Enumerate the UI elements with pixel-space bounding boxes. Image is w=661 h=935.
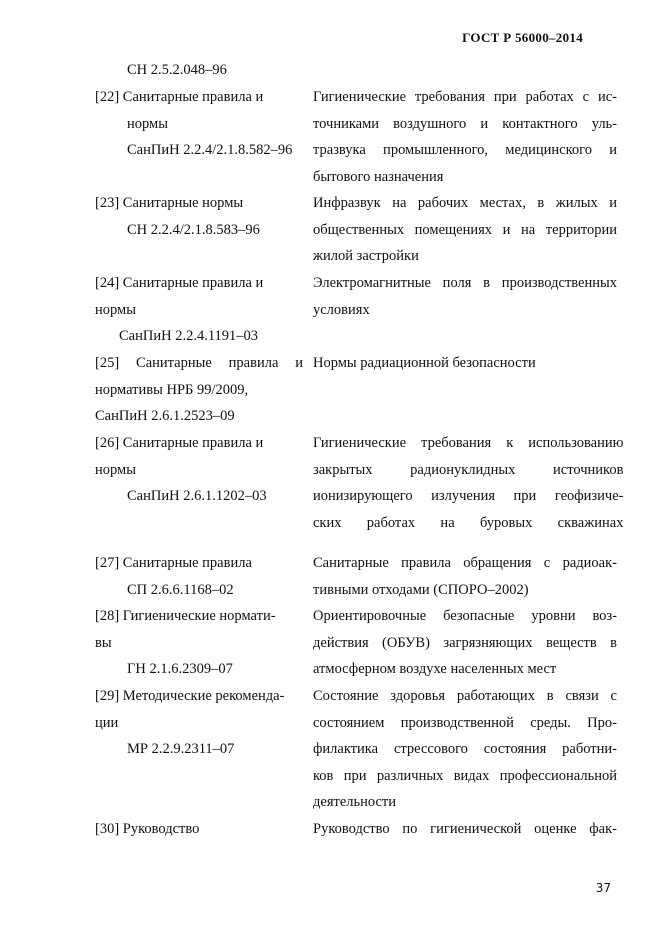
reference-title-line: условиях bbox=[313, 301, 370, 318]
reference-title-line: тивными отходами (СПОРО–2002) bbox=[313, 581, 529, 598]
reference-list-content bbox=[95, 57, 624, 843]
reference-title bbox=[313, 430, 623, 550]
reference-title bbox=[313, 603, 617, 683]
page-number: 37 bbox=[595, 881, 611, 895]
reference-source bbox=[95, 270, 303, 350]
reference-title-line: Ориентировочные безопасные уровни воз- bbox=[313, 608, 617, 624]
reference-source-line: [27] Санитарные правила bbox=[95, 555, 252, 571]
reference-title bbox=[313, 550, 617, 603]
reference-entry-24 bbox=[95, 270, 617, 350]
reference-title bbox=[313, 683, 617, 816]
reference-source-line: [30] Руководство bbox=[95, 821, 200, 837]
reference-title-line: состоянием производственной среды. Про- bbox=[313, 714, 617, 731]
reference-source bbox=[95, 190, 303, 270]
reference-source-line: [29] Методические рекоменда- bbox=[95, 688, 285, 704]
reference-title-line: Санитарные правила обращения с радиоак- bbox=[313, 555, 617, 571]
reference-source bbox=[95, 683, 303, 816]
reference-title bbox=[313, 84, 617, 190]
reference-code: СанПиН 2.6.1.2523–09 bbox=[95, 408, 235, 424]
reference-code: ГН 2.1.6.2309–07 bbox=[127, 661, 233, 677]
reference-source-line: [25] Санитарные правила и bbox=[95, 355, 303, 371]
reference-title-line: действия (ОБУВ) загрязняющих веществ в bbox=[313, 634, 617, 651]
reference-source bbox=[95, 350, 303, 430]
reference-title bbox=[313, 270, 617, 350]
reference-title-line: Гигиенические требования к использованию bbox=[313, 435, 624, 451]
reference-title-line: ков при различных видах профессиональной bbox=[313, 767, 617, 784]
reference-source-line: [24] Санитарные правила и bbox=[95, 275, 264, 291]
reference-title-line: закрытых радионуклидных источников bbox=[313, 461, 624, 478]
reference-title-line: Руководство по гигиенической оценке фак- bbox=[313, 821, 617, 837]
reference-entry-28 bbox=[95, 603, 617, 683]
reference-source-line: вы bbox=[95, 634, 112, 651]
continued-reference-code: СН 2.5.2.048–96 bbox=[127, 62, 227, 78]
reference-title bbox=[313, 816, 617, 843]
reference-title-line: Инфразвук на рабочих местах, в жилых и bbox=[313, 195, 617, 211]
reference-code: СанПиН 2.2.4/2.1.8.582–96 bbox=[127, 142, 293, 158]
reference-title-line: Нормы радиационной безопасности bbox=[313, 355, 536, 371]
reference-entry-26 bbox=[95, 430, 624, 550]
reference-source-line: нормы bbox=[127, 115, 168, 132]
reference-title-line: Электромагнитные поля в производственных bbox=[313, 275, 617, 291]
reference-source-line: нормы bbox=[95, 301, 136, 318]
reference-code: СанПиН 2.2.4.1191–03 bbox=[119, 328, 259, 344]
reference-source-line: [22] Санитарные правила и bbox=[95, 89, 264, 105]
reference-source-line: [23] Санитарные нормы bbox=[95, 195, 244, 211]
reference-title bbox=[313, 350, 617, 430]
reference-entry-25 bbox=[95, 350, 617, 430]
reference-source-line: ции bbox=[95, 714, 119, 731]
reference-title-line: бытового назначения bbox=[313, 168, 444, 185]
reference-source bbox=[95, 816, 303, 843]
reference-title-line: ионизирующего излучения при геофизиче- bbox=[313, 488, 624, 504]
reference-list bbox=[95, 84, 624, 843]
reference-title-line: ских работах на буровых скважинах bbox=[313, 514, 624, 531]
reference-source bbox=[95, 84, 303, 190]
reference-code: МР 2.2.9.2311–07 bbox=[127, 741, 235, 757]
reference-source bbox=[95, 430, 303, 550]
reference-source-line: нормы bbox=[95, 461, 136, 478]
page-header: ГОСТ Р 56000–2014 bbox=[462, 30, 583, 45]
reference-source-line: нормативы НРБ 99/2009, bbox=[95, 381, 249, 398]
reference-title bbox=[313, 190, 617, 270]
reference-title-line: точниками воздушного и контактного уль- bbox=[313, 115, 617, 132]
reference-code: СанПиН 2.6.1.1202–03 bbox=[127, 488, 267, 504]
reference-entry-22 bbox=[95, 84, 617, 190]
reference-entry-27 bbox=[95, 550, 617, 603]
reference-entry-29 bbox=[95, 683, 617, 816]
reference-source bbox=[95, 603, 303, 683]
reference-source-line: [28] Гигиенические нормати- bbox=[95, 608, 276, 624]
reference-title-line: Состояние здоровья работающих в связи с bbox=[313, 688, 617, 704]
reference-source bbox=[95, 550, 303, 603]
reference-title-line: атмосферном воздухе населенных мест bbox=[313, 661, 557, 677]
reference-title-line: филактика стрессового состояния работни- bbox=[313, 741, 617, 757]
reference-title-line: жилой застройки bbox=[313, 248, 419, 264]
reference-title-line: общественных помещениях и на территории bbox=[313, 221, 617, 238]
reference-entry-30 bbox=[95, 816, 617, 843]
reference-title-line: тразвука промышленного, медицинского и bbox=[313, 142, 617, 158]
reference-title-line: деятельности bbox=[313, 794, 397, 810]
reference-source-line: [26] Санитарные правила и bbox=[95, 435, 264, 451]
reference-entry-23 bbox=[95, 190, 617, 270]
reference-code: СН 2.2.4/2.1.8.583–96 bbox=[127, 221, 260, 238]
reference-code: СП 2.6.6.1168–02 bbox=[127, 581, 234, 598]
reference-title-line: Гигиенические требования при работах с ис- bbox=[313, 89, 617, 105]
